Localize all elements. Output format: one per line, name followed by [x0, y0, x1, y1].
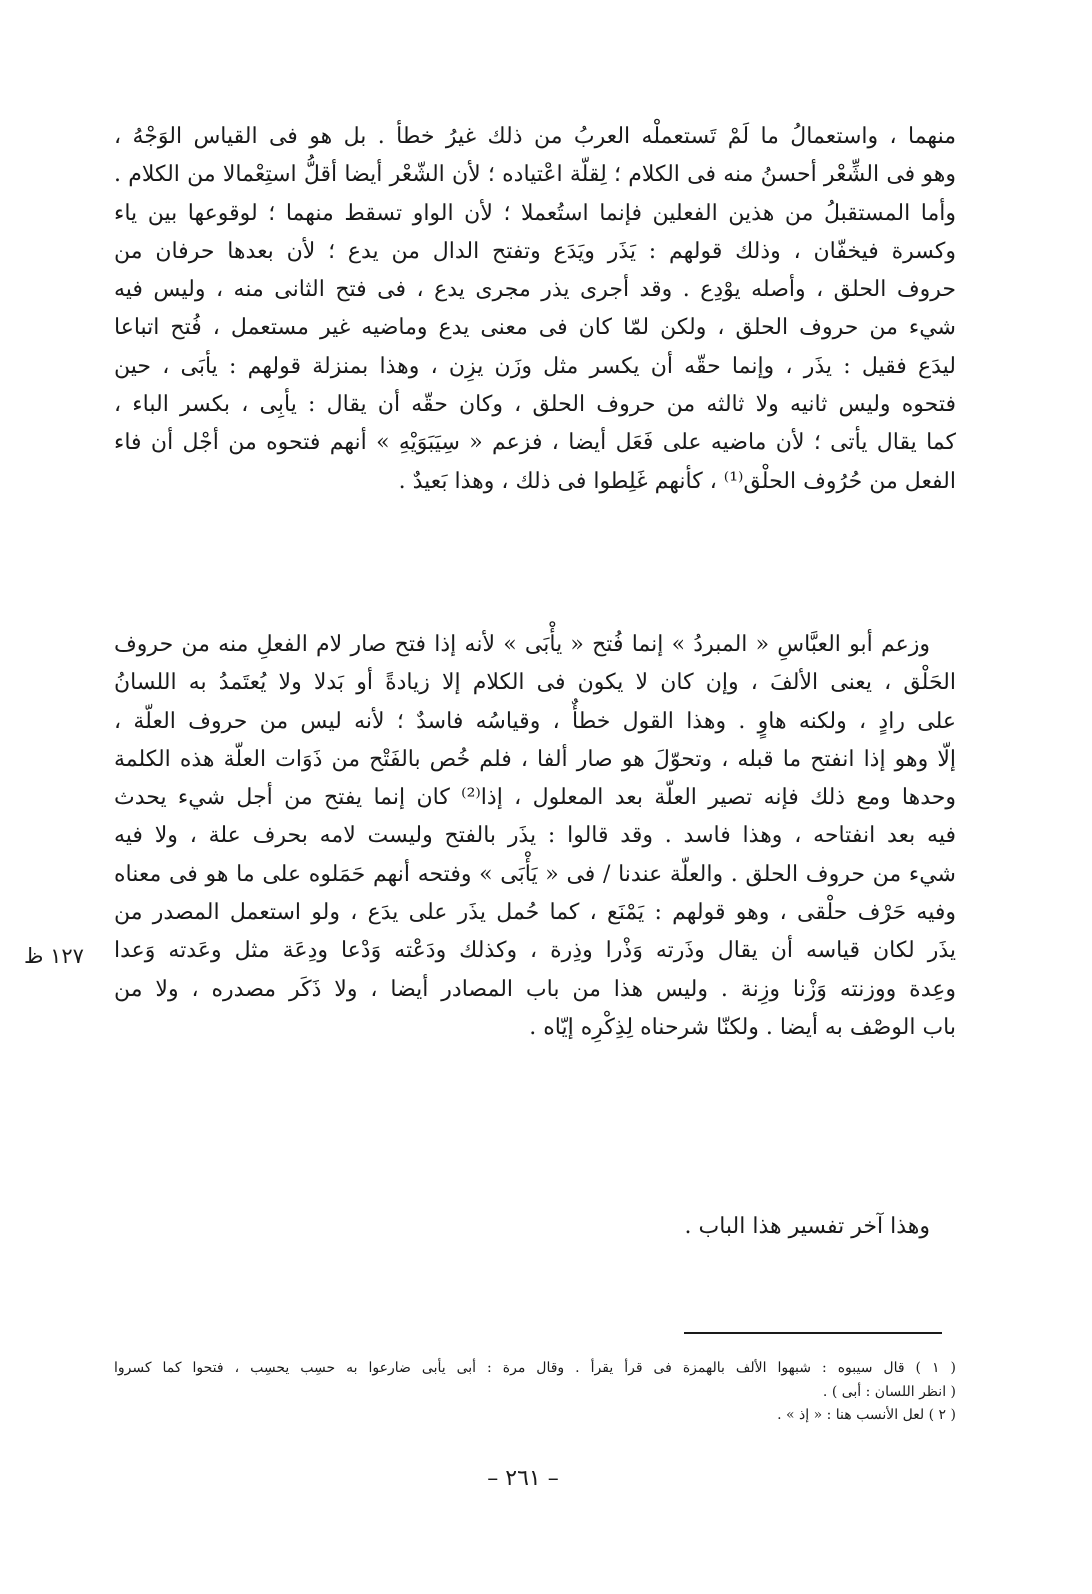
text-line: الفعل من حُرُوف الحلْق⁽¹⁾ ، كأنهم غَلِطوا فى ذلك ، وهذا بَعيدٌ . [398, 468, 956, 494]
paragraph-2 [114, 626, 956, 1047]
text-line: ليدَع فقيل : يذَر ، وإنما حقّه أن يكسر مثل وزَن يزِن ، وهذا بمنزلة قولهم : يأبَى ، حين [114, 353, 956, 379]
text-line: منهما ، واستعمالُ ما لَمْ تَستعملْه العربُ من ذلك غيرُ خطأ . بل هو فى القياس الوَجْهُ ، [114, 124, 956, 149]
text-line: وكسرة فيخفّان ، وذلك قولهم : يَذَر ويَدَع وتفتح الدال من يدع ؛ لأن بعدها حرفان من [114, 238, 956, 264]
text-line: إلّا وهو إذا انفتح ما قبله ، وتحوّلَ هو صار ألفا ، فلم خُص بالفَتْح من ذَوَات العلّة هذه الكلمة [114, 746, 956, 772]
footnote-line: ( ٢ ) لعل الأنسب هنا : « إذ » . [777, 1407, 956, 1423]
text-line: يذَر لكان قياسه أن يقال وذَرته وَذْرا وذِرة ، وكذلك ودَعْته وَدْعا ودِعَة مثل وعَدته وَعدا [114, 938, 956, 964]
text-line: على رادٍ ، ولكنه هاوٍ . وهذا القول خطأٌ ، وقياسُه فاسدٌ ؛ لأنه ليس من حروف العلّة ، [114, 708, 956, 734]
text-line: فتحوه وليس ثانيه ولا ثالثه من حروف الحلق ، وكان حقّه أن يقال : يأبِى ، بكسر الباء ، [114, 392, 956, 418]
text-line: وهذا آخر تفسير هذا الباب . [684, 1214, 930, 1239]
text-line: شيء من حروف الحلق ، ولكن لمّا كان فى معنى يدع وماضيه غير مستعمل ، فُتح اتباعا [114, 315, 956, 341]
text-line: وهو فى الشِّعْر أحسنُ منه فى الكلام ؛ لِقلّة اعْتياده ؛ لأن الشّعْر أيضا أقلُّ استِعْمالا من الكلام . [114, 162, 956, 188]
paragraph-3 [114, 1208, 956, 1246]
footnote-line: ( انظر اللسان : أبى ) . [822, 1383, 956, 1400]
text-line: وفيه حَرْف حلْقى ، وهو قولهم : يَمْنَع ، كما حُمل يذَر على يدَع ، ولو استعمل المصدر من [114, 900, 956, 926]
text-line: وزعم أبو العبَّاسِ « المبردُ » إنما فُتح « يأْبَى » لأنه إذا فتح صار لام الفعلِ منه من حروف [114, 632, 931, 657]
page-number: – ٢٦١ – [487, 1466, 559, 1491]
text-line: الحَلْق ، يعنى الألفَ ، وإن كان لا يكون فى الكلام إلا زيادةً أو بَدلا ولا يُعتَمدُ به اللسانُ [114, 670, 956, 696]
text-line: وعِدة ووزنته وَزْنا وزِنة . وليس هذا من باب المصادر أيضا ، ولا ذَكَر مصدره ، ولا من [114, 976, 956, 1002]
margin-folio-note: ١٢٧ ظ [24, 944, 84, 968]
footnote-line: ( ١ ) قال سيبوه : شبهوا الألف بالهمزة فى قرأ يقرأ . وقال مرة : أبى يأبى ضارعوا به حسِب يحسِب ، فتحوا كما كسروا [114, 1360, 956, 1376]
text-line: شيء من حروف الحلق . والعلّة عندنا / فى « يَأْبَى » وفتحه أنهم حَمَلوه على ما هو فى معناه [114, 861, 956, 887]
text-line: حروف الحلق ، وأصله يوْدِع . وقد أجرى يذر مجرى يدع ، فى فتح الثانى منه ، وليس فيه [114, 277, 956, 303]
paragraph-1 [114, 118, 956, 501]
text-line: فيه بعد انفتاحه ، وهذا فاسد . وقد قالوا : يذَر بالفتح وليست لامه بحرف علة ، ولا فيه [114, 823, 956, 849]
text-line: باب الوصْف به أيضا . ولكنّا شرحناه لِذِكْرِه إيّاه . [529, 1014, 956, 1040]
text-line: وحدها ومع ذلك فإنه تصير العلّة بعد المعلول ، إذا⁽²⁾ كان إنما يفتح من أجل شيء يحدث [114, 785, 957, 811]
footnotes [114, 1357, 956, 1428]
text-line: كما يقال يأتى ؛ لأن ماضيه على فَعَل أيضا ، فزعم « سِيَبَوَيْهِ » أنهم فتحوه من أجْل أن فاء [114, 430, 956, 456]
footnote-divider [684, 1332, 942, 1334]
text-line: وأما المستقبلُ من هذين الفعلين فإنما استُعملا ؛ لأن الواو تسقط منهما ؛ لوقوعها بين ياء [114, 200, 956, 226]
